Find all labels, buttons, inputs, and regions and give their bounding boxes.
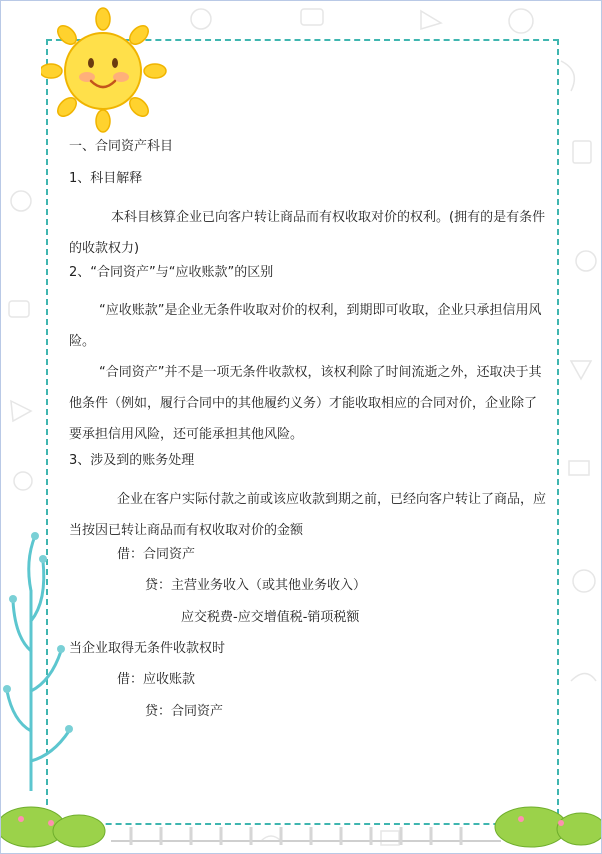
tree-icon — [1, 531, 76, 791]
section-1-paragraph: 本科目核算企业已向客户转让商品而有权收取对价的权利。(拥有的是有条件的收款权力) — [69, 210, 546, 256]
journal-entry-1-credit-1: 贷：主营业务收入（或其他业务收入） — [145, 578, 367, 593]
section-1-title: 1、科目解释 — [69, 171, 143, 186]
main-heading: 一、合同资产科目 — [69, 139, 174, 154]
grass-bushes-icon — [1, 783, 601, 853]
journal-entry-1-debit: 借：合同资产 — [117, 547, 196, 562]
journal-entry-2-credit: 贷：合同资产 — [145, 704, 224, 719]
section-3-title: 3、涉及到的账务处理 — [69, 453, 195, 468]
journal-entry-1-credit-2: 应交税费-应交增值税-销项税额 — [181, 610, 360, 625]
section-2-title: 2、“合同资产”与“应收账款”的区别 — [69, 265, 274, 280]
sun-icon — [41, 5, 171, 135]
unconditional-condition: 当企业取得无条件收款权时 — [69, 641, 226, 656]
section-2-paragraph-1: “应收账款”是企业无条件收取对价的权利，到期即可收取，企业只承担信用风险。 — [69, 303, 542, 349]
section-2-paragraph-2: “合同资产”并不是一项无条件收款权，该权利除了时间流逝之外，还取决于其他条件（例如，履行合同中的其他履约义务）才能收取相应的合同对价，企业除了要承担信用风险，还可能承担其他风险。 — [69, 365, 542, 442]
journal-entry-2-debit: 借：应收账款 — [117, 672, 196, 687]
section-3-paragraph: 企业在客户实际付款之前或该应收款到期之前，已经向客户转让了商品，应当按因已转让商品而有权收取对价的金额 — [69, 492, 547, 538]
